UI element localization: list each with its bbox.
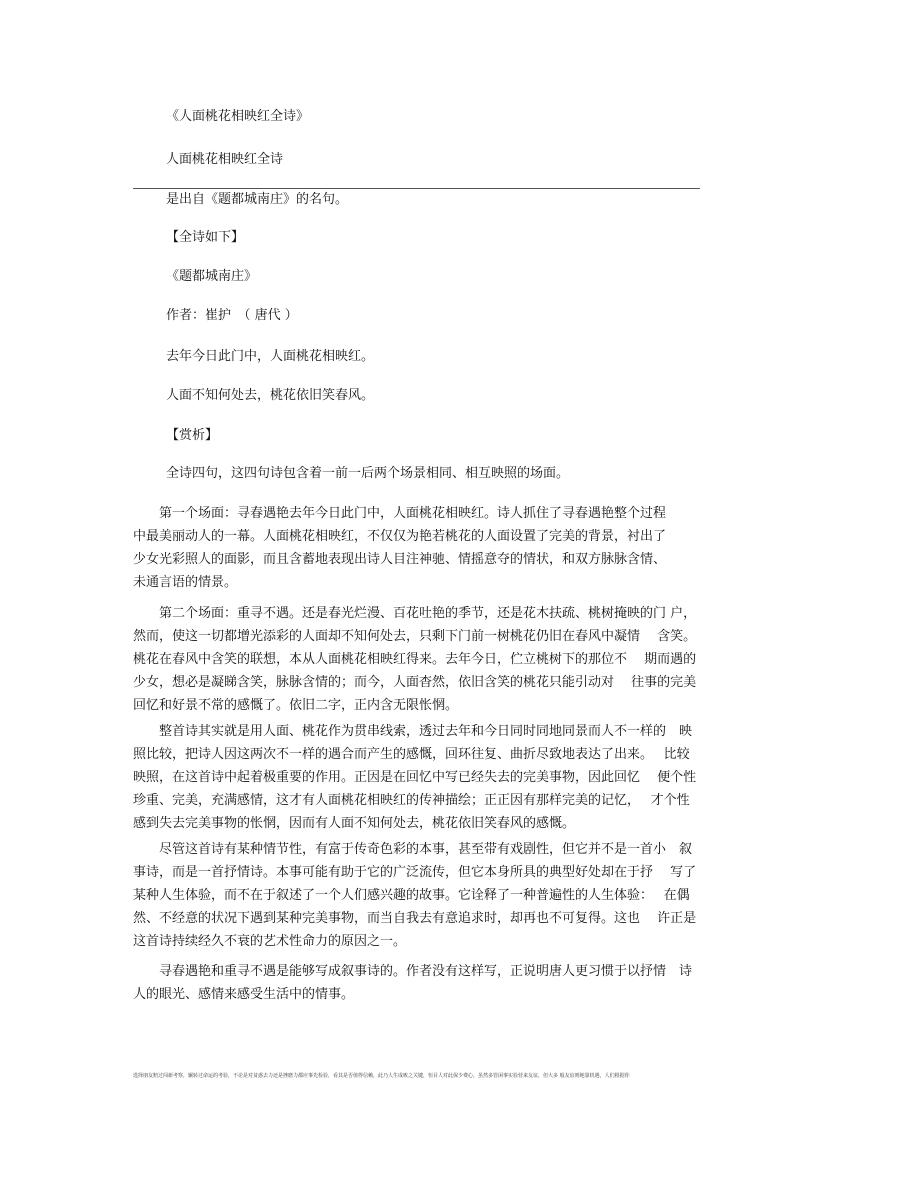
poem-line-2: 人面不知何处去，桃花依旧笑春风。 bbox=[166, 388, 375, 403]
paragraph-line: 第二个场面：重寻不遇。还是春光烂漫、百花吐艳的季节，还是花木扶疏、桃树掩映的门 户， bbox=[133, 606, 697, 621]
paragraph-line: 照比较，把诗人因这两次不一样的遇合而产生的感慨，回环往复、曲折尽致地表达了出来。 比较 bbox=[133, 747, 690, 762]
appreciation-header: 【赏析】 bbox=[166, 428, 219, 443]
divider bbox=[133, 188, 700, 189]
paragraph-line: 事诗，而是一首抒情诗。本事可能有助于它的广泛流传，但它本身所具的典型好处却在于抒 写了 bbox=[133, 865, 697, 880]
paragraph-1 bbox=[133, 502, 701, 594]
paragraph-4 bbox=[133, 838, 701, 953]
paragraph-line: 桃花在春风中含笑的联想，本从人面桃花相映红得来。去年今日，伫立桃树下的那位不 期而遇的 bbox=[133, 652, 697, 667]
full-poem-header: 【全诗如下】 bbox=[166, 230, 245, 245]
paragraph-line: 尽管这首诗有某种情节性，有富于传奇色彩的本事，甚至带有戏剧性，但它并不是一首小 叙 bbox=[133, 842, 693, 857]
paragraph-line: 中最美丽动人的一幕。人面桃花相映红，不仅仅为艳若桃花的人面设置了完美的背景，衬出了 bbox=[133, 529, 667, 544]
paragraph-line: 感到失去完美事物的怅惘，因而有人面不知何处去，桃花依旧笑春风的感慨。 bbox=[133, 816, 576, 831]
paragraph-line: 然而，使这一切都增光添彩的人面却不知何处去，只剩下门前一树桃花仍旧在春风中凝情 含笑。 bbox=[133, 629, 697, 644]
paragraph-line: 这首诗持续经久不衰的艺术性命力的原因之一。 bbox=[133, 934, 407, 949]
paragraph-line: 少女，想必是凝睇含笑，脉脉含情的；而今，人面杳然，依旧含笑的桃花只能引动对 往事的完美 bbox=[133, 675, 697, 690]
paragraph-line: 回忆和好景不常的感慨了。依旧二字，正内含无限怅惘。 bbox=[133, 698, 459, 713]
paragraph-line: 某种人生体验，而不在于叙述了一个人们感兴趣的故事。它诠释了一种普遍性的人生体验： 在偶 bbox=[133, 888, 690, 903]
paragraph-line: 整首诗其实就是用人面、桃花作为贯串线索，透过去年和今日同时同地同景而人不一样的 映 bbox=[133, 724, 693, 739]
paragraph-3 bbox=[133, 720, 701, 835]
paragraph-line: 未通言语的情景。 bbox=[133, 575, 238, 590]
author-line: 作者：崔护 （ 唐代 ） bbox=[166, 308, 298, 323]
paragraph-line: 第一个场面：寻春遇艳去年今日此门中，人面桃花相映红。诗人抓住了寻春遇艳整个过程 bbox=[133, 506, 667, 521]
footer-note: 选择朋友赔过闯新考察，辗转过命运的考验，不论是对贫惑去力还是挫磨力都应事先检验，看其是否值得信赖，此乃人生成败之关键，恒目人对此保少费心，虽然多管闲事实验营来友谊，但大多 般友谊则地靠机遇，人们根据你 bbox=[133, 1073, 630, 1079]
paragraph-2 bbox=[133, 602, 701, 717]
paragraph-line: 珍重、完美，充满感情，这才有人面桃花相映红的传神描绘；正正因有那样完美的记忆， 才个性 bbox=[133, 793, 690, 808]
doc-subtitle: 人面桃花相映红全诗 bbox=[166, 152, 284, 167]
paragraph-line: 少女光彩照人的面影，而且含蓄地表现出诗人目注神驰、情摇意夺的情状，和双方脉脉含情、 bbox=[133, 552, 667, 567]
paragraph-line: 人的眼光、感情来感受生活中的情事。 bbox=[133, 987, 355, 1002]
doc-title-line: 《人面桃花相映红全诗》 bbox=[166, 109, 310, 124]
paragraph-5 bbox=[133, 960, 701, 1006]
paragraph-line: 寻春遇艳和重寻不遇是能够写成叙事诗的。作者没有这样写，正说明唐人更习惯于以抒情 诗 bbox=[133, 964, 693, 979]
poem-title: 《题都城南庄》 bbox=[166, 269, 258, 284]
paragraph-line: 映照，在这首诗中起着极重要的作用。正因是在回忆中写已经失去的完美事物，因此回忆 便个性 bbox=[133, 770, 697, 785]
poem-line-1: 去年今日此门中，人面桃花相映红。 bbox=[166, 349, 375, 364]
source-line: 是出自《题都城南庄》的名句。 bbox=[166, 192, 349, 207]
intro-line: 全诗四句，这四句诗包含着一前一后两个场景相同、相互映照的场面。 bbox=[166, 466, 570, 481]
paragraph-line: 然、不经意的状况下遇到某种完美事物，而当自我去有意追求时，却再也不可复得。这也 许正是 bbox=[133, 911, 697, 926]
